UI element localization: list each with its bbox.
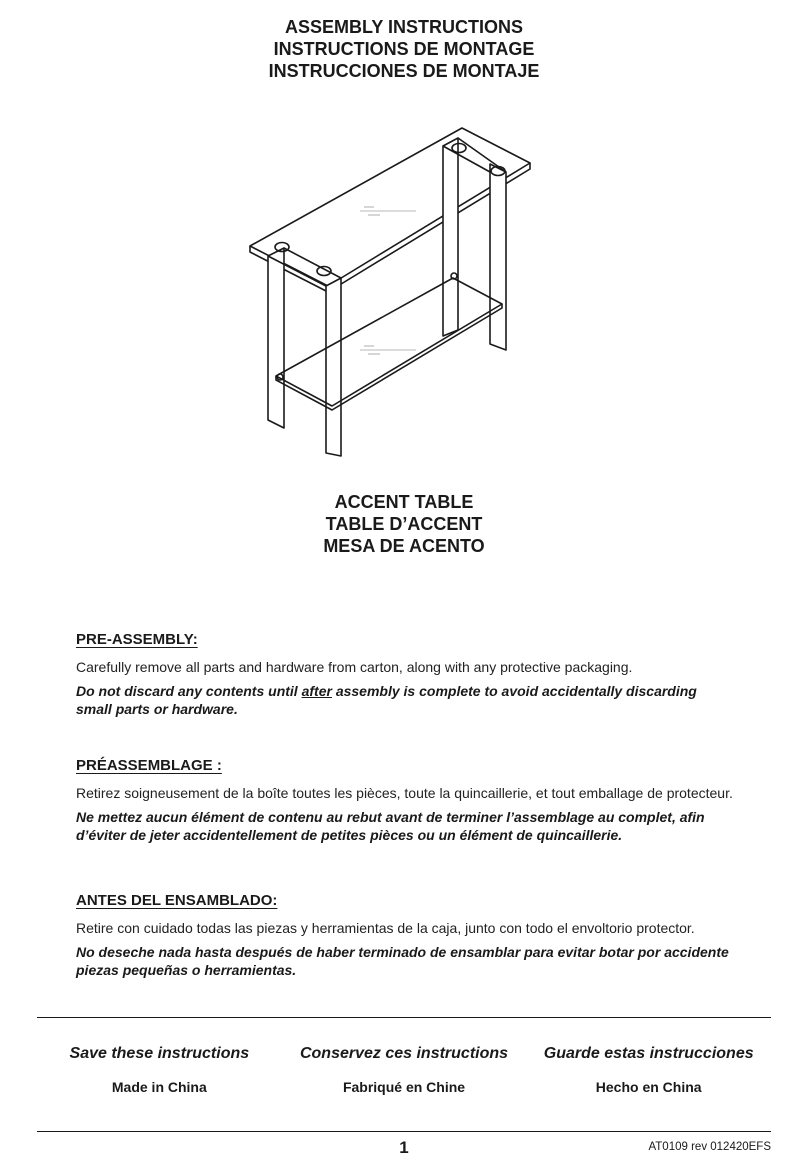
section-warning: No deseche nada hasta después de haber terminado de ensamblar para evitar botar por accidente piezas pequeñas o herramientas. xyxy=(76,944,729,978)
document-code: AT0109 rev 012420EFS xyxy=(648,1141,771,1153)
glass-top-edge xyxy=(250,163,530,292)
section-heading: ANTES DEL ENSAMBLADO: xyxy=(76,892,278,909)
title-french: INSTRUCTIONS DE MONTAGE xyxy=(273,39,535,59)
made-in-row xyxy=(37,1079,771,1095)
accent-table-illustration xyxy=(240,118,550,463)
bottom-shelf xyxy=(276,278,502,406)
section-body: Carefully remove all parts and hardware from carton, along with any protective packaging. xyxy=(76,659,633,675)
product-name-english: ACCENT TABLE xyxy=(334,492,474,512)
made-french: Fabriqué en Chine xyxy=(342,1079,466,1095)
back-right-leg-side xyxy=(490,164,506,350)
product-name-block xyxy=(0,491,808,557)
section-body: Retirez soigneusement de la boîte toutes les pièces, toute la quincaillerie, et tout emballage de protecteur. xyxy=(76,785,733,801)
section-warning: Ne mettez aucun élément de contenu au rebut avant de terminer l’assemblage au complet, afin d’éviter de jeter accidentellement de petites pièces ou un élément de quincaillerie. xyxy=(76,809,705,843)
pre-assembly-section-english xyxy=(76,631,736,718)
title-english: ASSEMBLY INSTRUCTIONS xyxy=(284,17,524,37)
footer-bottom-divider xyxy=(37,1131,771,1132)
pre-assembly-section-spanish xyxy=(76,892,736,979)
made-spanish: Hecho en China xyxy=(595,1079,702,1095)
save-instructions-row xyxy=(37,1045,771,1063)
product-name-french: TABLE D’ACCENT xyxy=(325,514,483,534)
title-block xyxy=(0,16,808,82)
save-spanish: Guarde estas instrucciones xyxy=(543,1045,754,1062)
save-english: Save these instructions xyxy=(69,1045,250,1062)
section-body: Retire con cuidado todas las piezas y herramientas de la caja, junto con todo el envoltorio protector. xyxy=(76,920,695,936)
section-heading: PRE-ASSEMBLY: xyxy=(76,631,198,648)
section-warning: Do not discard any contents until after assembly is complete to avoid accidentally discarding small parts or hardware. xyxy=(76,683,697,717)
product-name-spanish: MESA DE ACENTO xyxy=(323,536,485,556)
footer-top-divider xyxy=(37,1017,771,1018)
front-left-leg xyxy=(268,248,284,428)
glass-top xyxy=(250,128,530,286)
made-english: Made in China xyxy=(111,1079,207,1095)
front-left-leg-side xyxy=(326,278,341,456)
save-french: Conservez ces instructions xyxy=(299,1045,509,1062)
title-spanish: INSTRUCCIONES DE MONTAJE xyxy=(268,61,540,81)
back-right-leg xyxy=(443,138,458,336)
page-number: 1 xyxy=(399,1138,409,1157)
section-heading: PRÉASSEMBLAGE : xyxy=(76,757,222,774)
pre-assembly-section-french xyxy=(76,757,736,844)
